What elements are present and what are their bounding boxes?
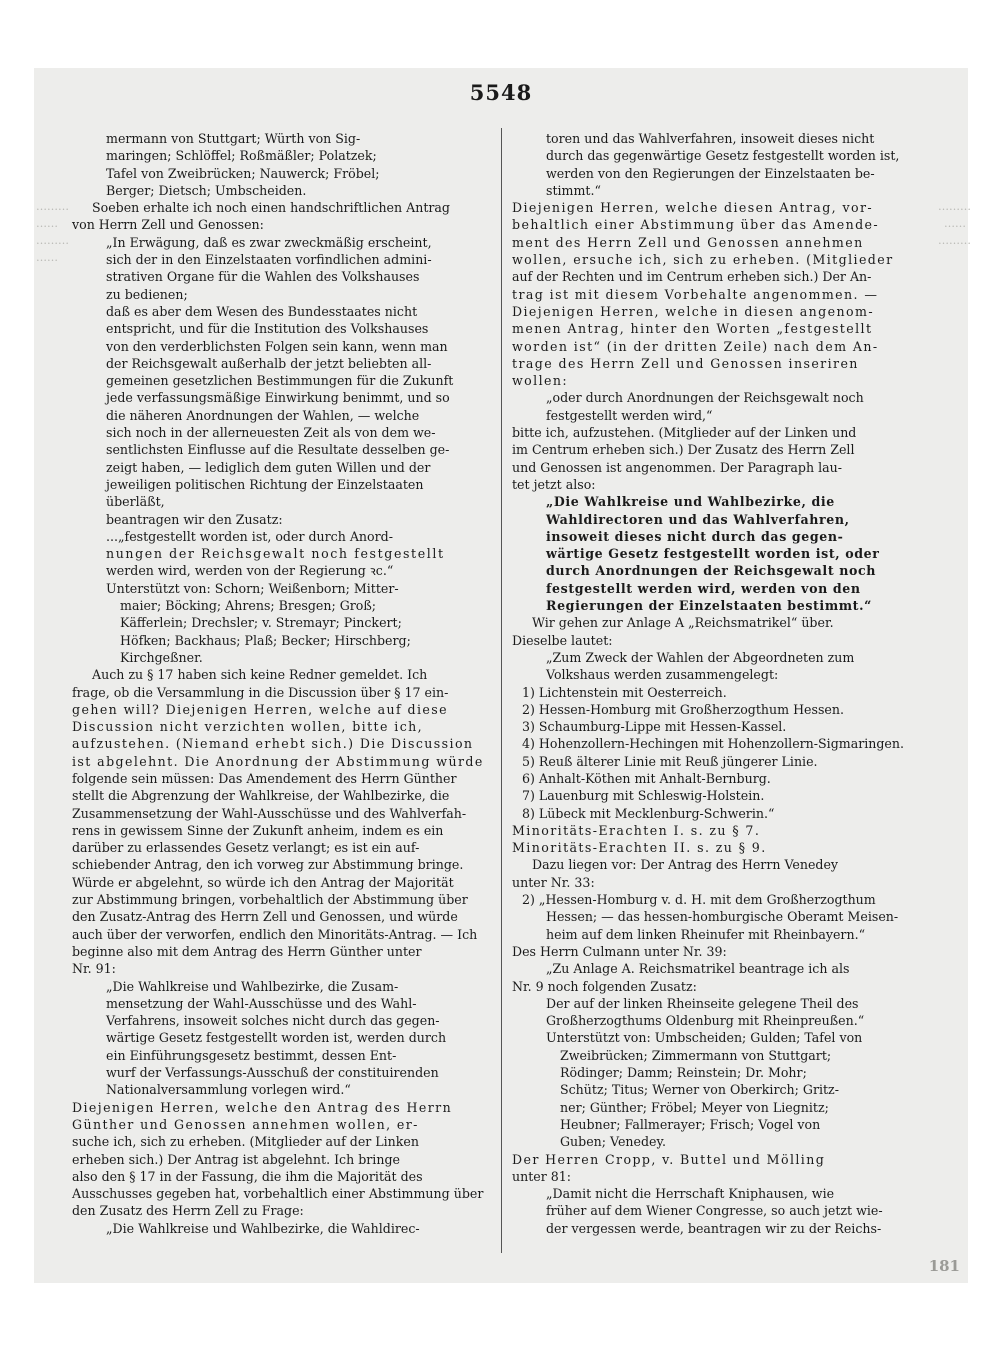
text-line: bitte ich, aufzustehen. (Mitglieder auf der Linken und <box>512 425 857 441</box>
text-line: durch das gegenwärtige Gesetz festgestellt worden ist, <box>546 148 900 164</box>
text-line: ner; Günther; Fröbel; Meyer von Liegnitz; <box>560 1099 829 1115</box>
text-line: mermann von Stuttgart; Würth von Sig- <box>106 131 361 146</box>
text-line: menen Antrag, hinter den Worten „festgestellt <box>512 321 873 337</box>
text-line: zu bedienen; <box>106 286 188 302</box>
text-line: beginne also mit dem Antrag des Herrn Günther unter <box>72 943 422 959</box>
text-line: Nr. 9 noch folgenden Zusatz: <box>512 978 697 994</box>
text-line: 2) Hessen-Homburg mit Großherzogthum Hessen. <box>522 701 845 717</box>
text-line: „Die Wahlkreise und Wahlbezirke, die <box>546 494 835 510</box>
text-line: ...„festgestellt worden ist, oder durch Anord- <box>106 528 393 544</box>
text-line: 6) Anhalt-Köthen mit Anhalt-Bernburg. <box>522 770 771 786</box>
text-line: Großherzogthums Oldenburg mit Rheinpreußen.“ <box>546 1013 865 1029</box>
text-line: darüber zu erlassendes Gesetz verlangt; es ist ein auf- <box>72 840 420 856</box>
text-line: Verfahrens, insoweit solches nicht durch das gegen- <box>106 1013 440 1029</box>
text-line: Günther und Genossen annehmen wollen, er- <box>72 1116 419 1132</box>
text-line: von Herrn Zell und Genossen: <box>72 217 264 233</box>
text-line: werden wird, werden von der Regierung ꝛc.“ <box>106 563 394 579</box>
text-line: insoweit dieses nicht durch das gegen- <box>546 528 844 544</box>
text-line: Zweibrücken; Zimmermann von Stuttgart; <box>560 1047 832 1063</box>
text-line: Regierungen der Einzelstaaten bestimmt.“ <box>546 598 872 614</box>
text-line: Ausschusses gegeben hat, vorbehaltlich einer Abstimmung über <box>72 1186 484 1202</box>
scanned-page <box>34 68 971 1283</box>
text-line: „In Erwägung, daß es zwar zweckmäßig erscheint, <box>106 234 432 250</box>
text-line: heim auf dem linken Rheinufer mit Rheinbayern.“ <box>546 926 866 942</box>
text-line: gemeinen gesetzlichen Bestimmungen für die Zukunft <box>106 373 454 389</box>
text-line: 5) Reuß älterer Linie mit Reuß jüngerer Linie. <box>522 753 818 769</box>
text-line: „Zum Zweck der Wahlen der Abgeordneten zum <box>546 649 855 665</box>
text-line: Discussion nicht verzichten wollen, bitte ich, <box>72 719 424 735</box>
text-line: tet jetzt also: <box>512 476 596 492</box>
text-line: „Die Wahlkreise und Wahlbezirke, die Wahldirec- <box>106 1220 420 1236</box>
text-line: Diejenigen Herren, welche den Antrag des Herrn <box>72 1099 453 1115</box>
text-line: folgende sein müssen: Das Amendement des Herrn Günther <box>72 770 457 786</box>
text-line: nungen der Reichsgewalt noch festgestellt <box>106 546 445 562</box>
text-line: früher auf dem Wiener Congresse, so auch jetzt wie- <box>546 1203 883 1219</box>
text-line: Schütz; Titus; Werner von Oberkirch; Gritz- <box>560 1082 839 1098</box>
text-line: 7) Lauenburg mit Schleswig-Holstein. <box>522 788 765 804</box>
text-line: 2) „Hessen-Homburg v. d. H. mit dem Großherzogthum <box>522 892 876 908</box>
text-line: der vergessen werde, beantragen wir zu der Reichs- <box>546 1220 882 1236</box>
text-line: maringen; Schlöffel; Roßmäßler; Polatzek; <box>106 148 377 164</box>
text-line: Rödinger; Damm; Reinstein; Dr. Mohr; <box>560 1065 807 1081</box>
text-line: sich der in den Einzelstaaten vorfindlichen admini- <box>106 252 432 268</box>
left-column <box>72 130 492 1237</box>
text-line: behaltlich einer Abstimmung über das Amende- <box>512 217 880 233</box>
text-line: ment des Herrn Zell und Genossen annehmen <box>512 234 864 250</box>
text-line: auf der Rechten und im Centrum erheben sich.) Der An- <box>512 269 872 285</box>
text-line: Guben; Venedey. <box>560 1134 666 1150</box>
text-line: Soeben erhalte ich noch einen handschriftlichen Antrag <box>92 200 450 216</box>
text-line: aufzustehen. (Niemand erhebt sich.) Die Discussion <box>72 736 474 752</box>
text-line: wärtige Gesetz festgestellt worden ist, oder <box>546 546 880 562</box>
text-line: sich noch in der allerneuesten Zeit als von dem we- <box>106 425 436 441</box>
text-line: den Zusatz des Herrn Zell zu Frage: <box>72 1203 304 1219</box>
text-line: Käfferlein; Drechsler; v. Stremayr; Pinckert; <box>120 615 402 631</box>
text-line: toren und das Wahlverfahren, insoweit dieses nicht <box>546 131 875 146</box>
text-line: ein Einführungsgesetz bestimmt, dessen Ent- <box>106 1047 397 1063</box>
text-line: Würde er abgelehnt, so würde ich den Antrag der Majorität <box>72 874 454 890</box>
text-line: rens in gewissem Sinne der Zukunft anheim, indem es ein <box>72 822 444 838</box>
text-line: der Reichsgewalt außerhalb der jetzt beliebten all- <box>106 355 432 371</box>
text-line: frage, ob die Versammlung in die Discussion über § 17 ein- <box>72 684 449 700</box>
text-line: schiebender Antrag, den ich vorweg zur Abstimmung bringe. <box>72 857 464 873</box>
text-line: „Zu Anlage A. Reichsmatrikel beantrage ich als <box>546 961 850 977</box>
text-line: wärtige Gesetz festgestellt worden ist, werden durch <box>106 1030 447 1046</box>
text-line: wollen: <box>512 373 569 389</box>
text-line: Volkshaus werden zusammengelegt: <box>546 667 779 683</box>
text-line: Kirchgeßner. <box>120 649 203 665</box>
text-line: jeweiligen politischen Richtung der Einzelstaaten <box>106 476 424 492</box>
text-line: Heubner; Fallmerayer; Frisch; Vogel von <box>560 1116 821 1132</box>
text-line: maier; Böcking; Ahrens; Bresgen; Groß; <box>120 598 377 614</box>
text-line: Unterstützt von: Umbscheiden; Gulden; Tafel von <box>546 1030 863 1046</box>
text-line: Des Herrn Culmann unter Nr. 39: <box>512 943 727 959</box>
text-line: Höfken; Backhaus; Plaß; Becker; Hirschberg; <box>120 632 411 648</box>
text-line: trage des Herrn Zell und Genossen inseriren <box>512 355 859 371</box>
text-line: Der auf der linken Rheinseite gelegene Theil des <box>546 995 859 1011</box>
text-line: sentlichsten Einflusse auf die Resultate desselben ge- <box>106 442 450 458</box>
text-line: 4) Hohenzollern-Hechingen mit Hohenzollern-Sigmaringen. <box>522 736 904 752</box>
text-line: Wahldirectoren und das Wahlverfahren, <box>546 511 850 527</box>
text-line: suche ich, sich zu erheben. (Mitglieder auf der Linken <box>72 1134 419 1150</box>
text-line: Hessen; — das hessen-homburgische Oberamt Meisen- <box>546 909 899 925</box>
text-line: Nationalversammlung vorlegen wird.“ <box>106 1082 351 1098</box>
page-number: 5548 <box>469 80 533 105</box>
text-line: Dieselbe lautet: <box>512 632 613 648</box>
text-line: Auch zu § 17 haben sich keine Redner gemeldet. Ich <box>92 667 428 683</box>
text-line: die näheren Anordnungen der Wahlen, — welche <box>106 407 420 423</box>
bleed-through-right-margin: ……… …… ……… <box>938 200 971 247</box>
text-line: Minoritäts-Erachten I. s. zu § 7. <box>512 822 761 838</box>
text-line: 8) Lübeck mit Mecklenburg-Schwerin.“ <box>522 805 775 821</box>
text-line: Berger; Dietsch; Umbscheiden. <box>106 182 307 198</box>
text-line: 1) Lichtenstein mit Oesterreich. <box>522 684 727 700</box>
text-line: den Zusatz-Antrag des Herrn Zell und Genossen, und würde <box>72 909 458 925</box>
text-line: Zusammensetzung der Wahl-Ausschüsse und des Wahlverfah- <box>72 805 467 821</box>
text-line: zur Abstimmung bringen, vorbehaltlich der Abstimmung über <box>72 892 468 908</box>
text-line: Tafel von Zweibrücken; Nauwerck; Fröbel; <box>106 165 380 181</box>
text-line: erheben sich.) Der Antrag ist abgelehnt. Ich bringe <box>72 1151 400 1167</box>
text-line: werden von den Regierungen der Einzelstaaten be- <box>546 165 875 181</box>
text-line: festgestellt werden wird,“ <box>546 407 713 423</box>
text-line: stellt die Abgrenzung der Wahlkreise, der Wahlbezirke, die <box>72 788 450 804</box>
bleed-through-left-margin: ……… …… ……… …… <box>36 200 69 264</box>
text-line: Unterstützt von: Schorn; Weißenborn; Mitter- <box>106 580 399 596</box>
text-line: Der Herren Cropp, v. Buttel und Mölling <box>512 1151 826 1167</box>
text-line: wollen, ersuche ich, sich zu erheben. (Mitglieder <box>512 252 894 268</box>
text-line: stimmt.“ <box>546 182 601 198</box>
text-line: ist abgelehnt. Die Anordnung der Abstimmung würde <box>72 753 484 769</box>
text-line: zeigt haben, — lediglich dem guten Willen und der <box>106 459 431 475</box>
text-line: „oder durch Anordnungen der Reichsgewalt noch <box>546 390 864 406</box>
text-line: jede verfassungsmäßige Einwirkung benimmt, und so <box>106 390 450 406</box>
text-line: und Genossen ist angenommen. Der Paragraph lau- <box>512 459 843 475</box>
text-line: unter Nr. 33: <box>512 874 595 890</box>
right-column <box>512 130 932 1237</box>
text-line: Diejenigen Herren, welche in diesen angenom- <box>512 303 874 319</box>
text-line: überläßt, <box>106 494 165 510</box>
text-line: festgestellt werden wird, werden von den <box>546 580 861 596</box>
text-line: Diejenigen Herren, welche diesen Antrag, vor- <box>512 200 874 216</box>
text-line: Dazu liegen vor: Der Antrag des Herrn Venedey <box>532 857 839 873</box>
text-line: also den § 17 in der Fassung, die ihm die Majorität des <box>72 1168 423 1184</box>
text-line: „Damit nicht die Herrschaft Kniphausen, wie <box>546 1186 835 1202</box>
text-line: trag ist mit diesem Vorbehalte angenommen. — <box>512 286 879 302</box>
text-line: Minoritäts-Erachten II. s. zu § 9. <box>512 840 767 856</box>
text-line: mensetzung der Wahl-Ausschüsse und des Wahl- <box>106 995 417 1011</box>
text-line: gehen will? Diejenigen Herren, welche auf diese <box>72 701 448 717</box>
corner-page-number: 181 <box>928 1257 960 1275</box>
text-line: worden ist“ (in der dritten Zeile) nach dem An- <box>512 338 879 354</box>
text-line: „Die Wahlkreise und Wahlbezirke, die Zusam- <box>106 978 399 994</box>
text-line: auch über der verworfen, endlich den Minoritäts-Antrag. — Ich <box>72 926 478 942</box>
text-line: entspricht, und für die Institution des Volkshauses <box>106 321 429 337</box>
text-line: unter 81: <box>512 1168 572 1184</box>
text-line: beantragen wir den Zusatz: <box>106 511 283 527</box>
text-line: daß es aber dem Wesen des Bundesstaates nicht <box>106 303 418 319</box>
text-line: Nr. 91: <box>72 961 116 977</box>
text-line: Wir gehen zur Anlage A „Reichsmatrikel“ über. <box>532 615 834 631</box>
text-line: durch Anordnungen der Reichsgewalt noch <box>546 563 877 579</box>
text-line: wurf der Verfassungs-Ausschuß der constituirenden <box>106 1065 439 1081</box>
text-line: im Centrum erheben sich.) Der Zusatz des Herrn Zell <box>512 442 855 458</box>
text-line: strativen Organe für die Wahlen des Volkshauses <box>106 269 420 285</box>
column-divider <box>501 128 502 1253</box>
text-line: 3) Schaumburg-Lippe mit Hessen-Kassel. <box>522 719 787 735</box>
text-line: von den verderblichsten Folgen sein kann, wenn man <box>106 338 448 354</box>
